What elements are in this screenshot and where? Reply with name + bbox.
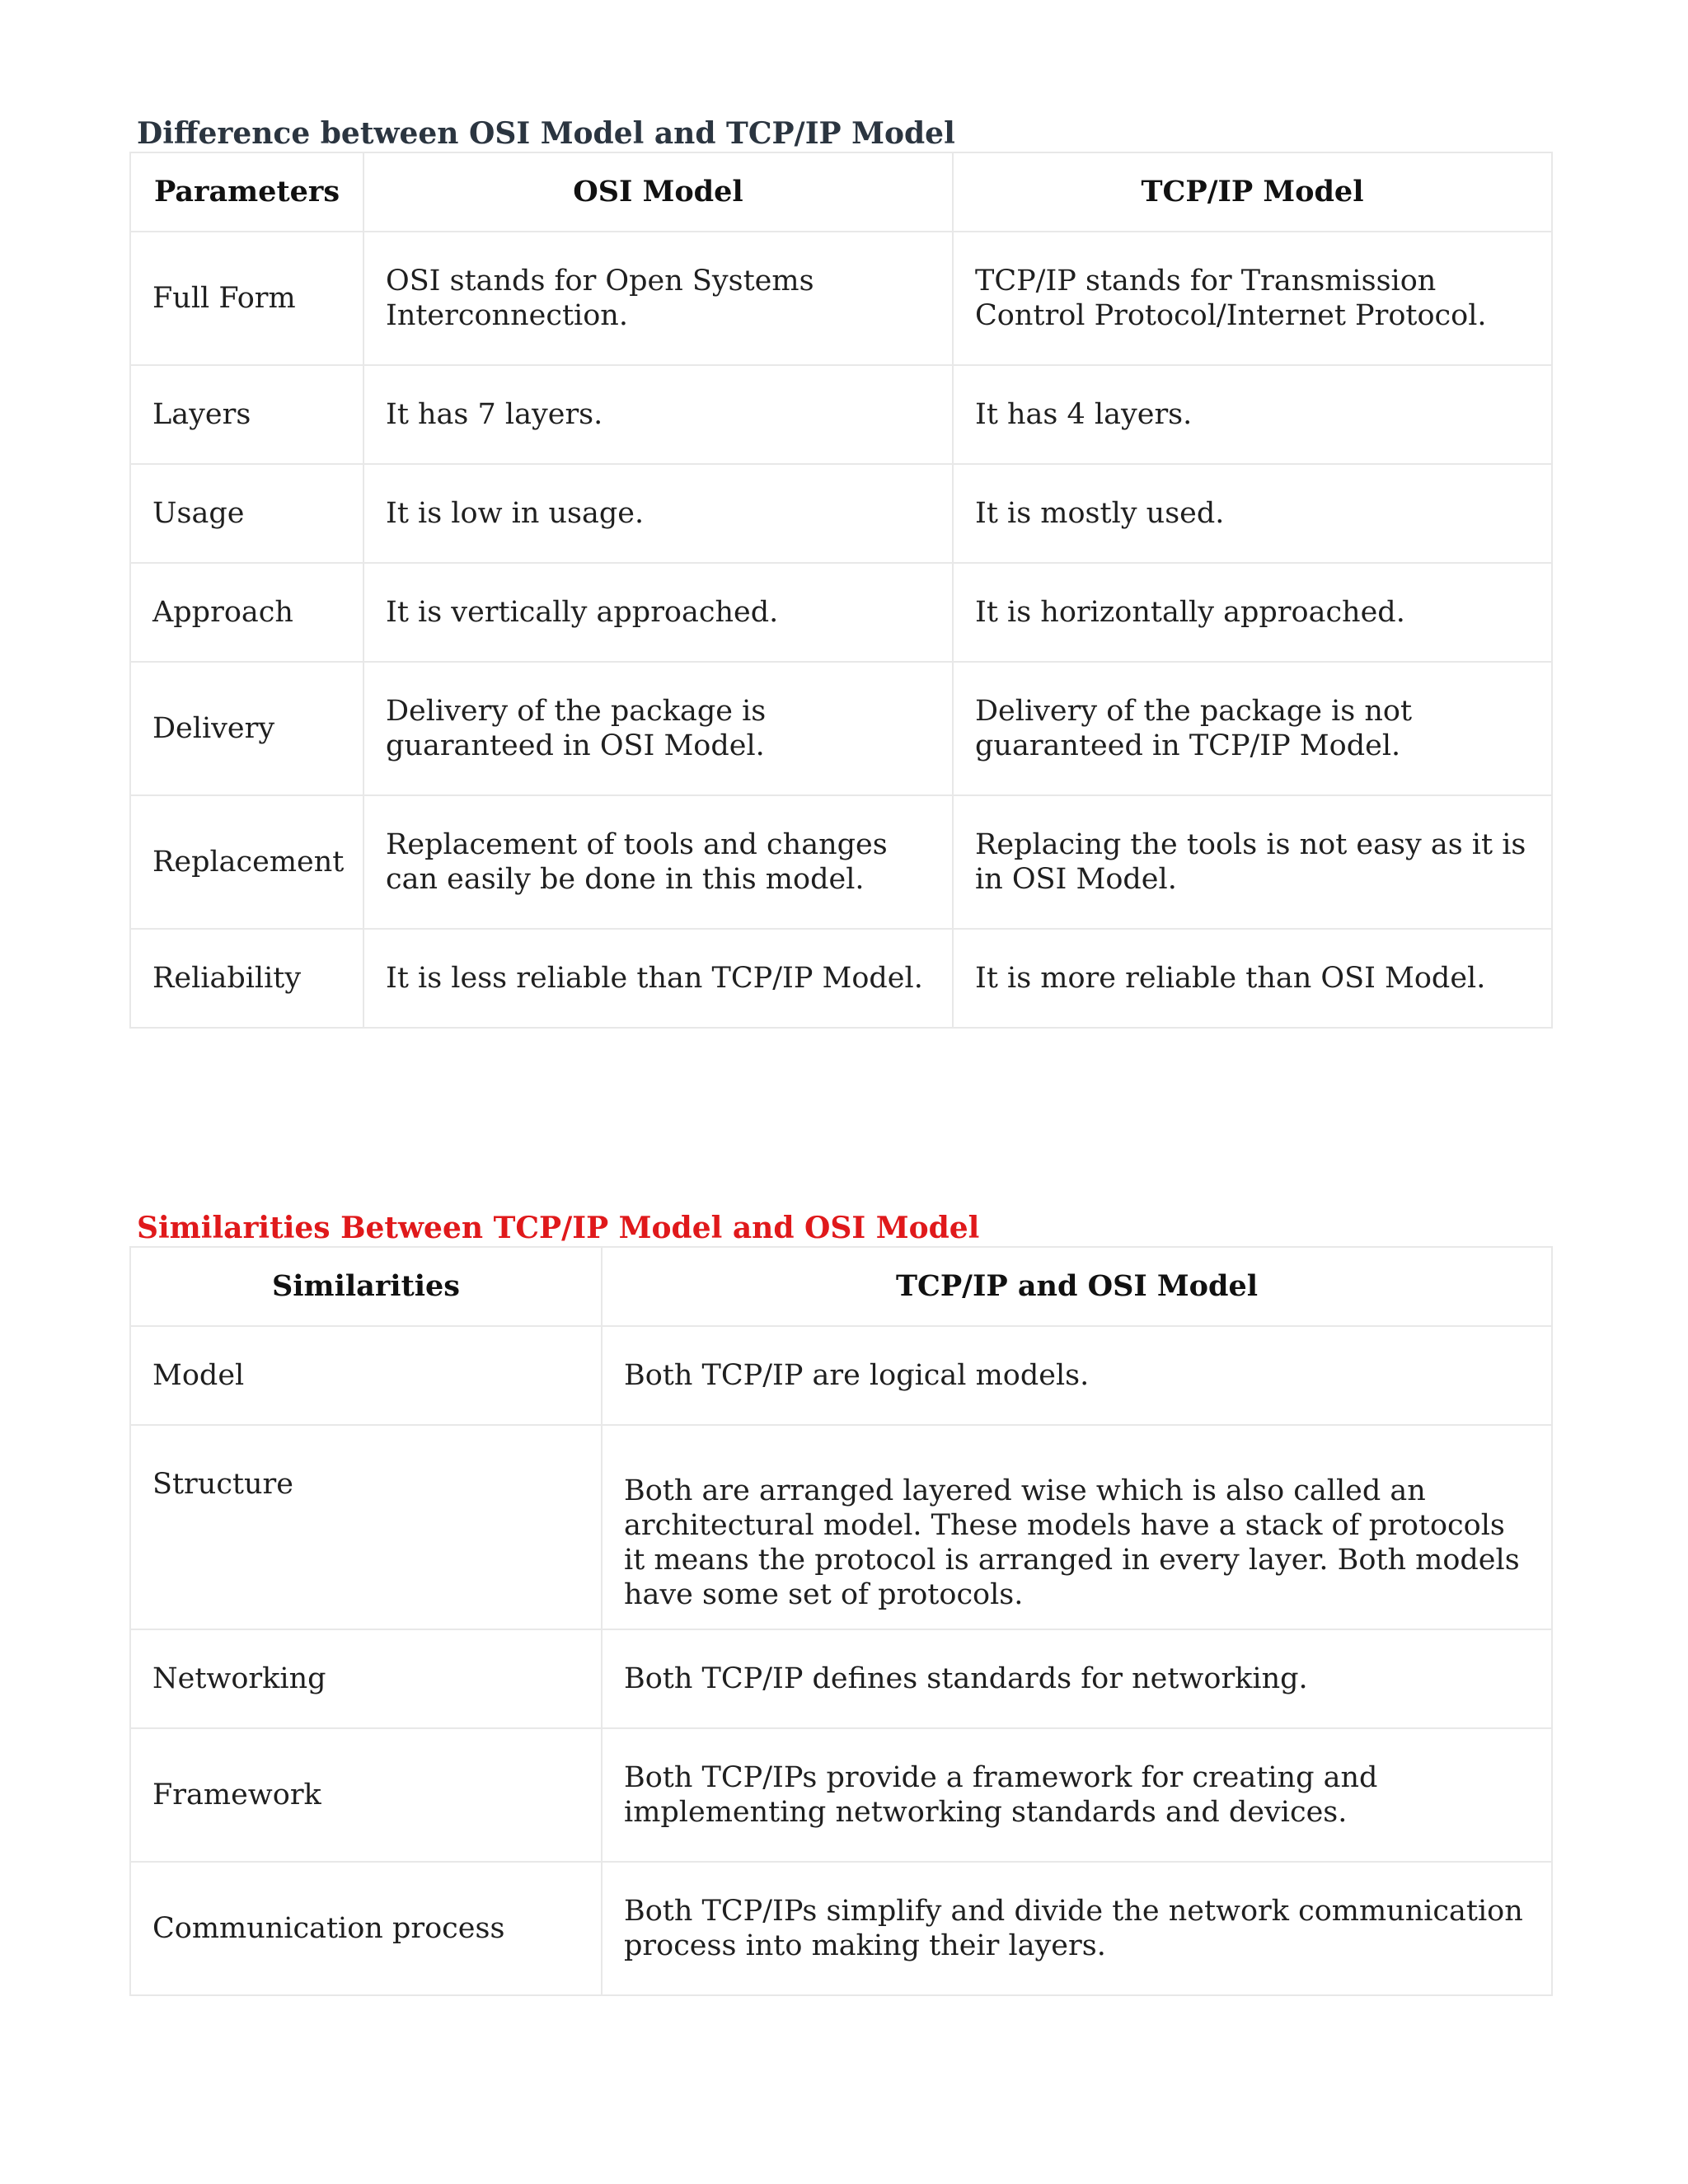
table-row (130, 464, 1552, 563)
param-cell: Approach (130, 563, 363, 662)
table-row (130, 1326, 1552, 1425)
table-row (130, 662, 1552, 795)
table-row (130, 1728, 1552, 1862)
tcp-cell: It is horizontally approached. (953, 563, 1552, 662)
similarity-name-cell: Structure (130, 1425, 602, 1629)
table-header-row (130, 1247, 1552, 1326)
difference-title: Difference between OSI Model and TCP/IP Model (137, 116, 955, 151)
tcp-cell: It is mostly used. (953, 464, 1552, 563)
osi-cell: Delivery of the package is guaranteed in OSI Model. (363, 662, 953, 795)
tcp-cell: Delivery of the package is not guaranteed in TCP/IP Model. (953, 662, 1552, 795)
similarity-desc-cell: Both TCP/IPs provide a framework for creating and implementing networking standards and devices. (602, 1728, 1552, 1862)
tcp-cell: TCP/IP stands for Transmission Control Protocol/Internet Protocol. (953, 232, 1552, 365)
table-row (130, 232, 1552, 365)
similarity-desc-cell: Both TCP/IP are logical models. (602, 1326, 1552, 1425)
osi-cell: OSI stands for Open Systems Interconnection. (363, 232, 953, 365)
similarity-name-cell: Communication process (130, 1862, 602, 1995)
osi-cell: It has 7 layers. (363, 365, 953, 464)
param-cell: Delivery (130, 662, 363, 795)
param-cell: Layers (130, 365, 363, 464)
header-osi-model: OSI Model (363, 152, 953, 232)
osi-cell: It is less reliable than TCP/IP Model. (363, 929, 953, 1028)
difference-section (129, 115, 1551, 1029)
param-cell: Reliability (130, 929, 363, 1028)
tcp-cell: Replacing the tools is not easy as it is in OSI Model. (953, 795, 1552, 929)
table-row (130, 795, 1552, 929)
similarity-name-cell: Model (130, 1326, 602, 1425)
difference-table (129, 152, 1553, 1029)
table-row (130, 563, 1552, 662)
osi-cell: It is vertically approached. (363, 563, 953, 662)
param-cell: Full Form (130, 232, 363, 365)
table-row (130, 1425, 1552, 1629)
tcp-cell: It has 4 layers. (953, 365, 1552, 464)
param-cell: Replacement (130, 795, 363, 929)
osi-cell: Replacement of tools and changes can easily be done in this model. (363, 795, 953, 929)
table-row (130, 365, 1552, 464)
header-tcp-ip-model: TCP/IP Model (953, 152, 1552, 232)
similarity-desc-cell: Both TCP/IP defines standards for networking. (602, 1629, 1552, 1728)
table-row (130, 1862, 1552, 1995)
tcp-cell: It is more reliable than OSI Model. (953, 929, 1552, 1028)
table-row (130, 1629, 1552, 1728)
table-header-row (130, 152, 1552, 232)
similarity-name-cell: Networking (130, 1629, 602, 1728)
similarities-title: Similarities Between TCP/IP Model and OSI Model (137, 1211, 980, 1245)
header-parameters: Parameters (130, 152, 363, 232)
similarities-section (129, 1210, 1551, 1996)
similarity-name-cell: Framework (130, 1728, 602, 1862)
param-cell: Usage (130, 464, 363, 563)
osi-cell: It is low in usage. (363, 464, 953, 563)
similarity-desc-cell: Both TCP/IPs simplify and divide the network communication process into making their layers. (602, 1862, 1552, 1995)
similarity-desc-cell: Both are arranged layered wise which is also called an architectural model. These models have a stack of protocols it means the protocol is arranged in every layer. Both models have some set of protocols. (602, 1425, 1552, 1629)
header-similarities: Similarities (130, 1247, 602, 1326)
similarities-table (129, 1246, 1553, 1996)
table-row (130, 929, 1552, 1028)
header-tcp-ip-and-osi-model: TCP/IP and OSI Model (602, 1247, 1552, 1326)
